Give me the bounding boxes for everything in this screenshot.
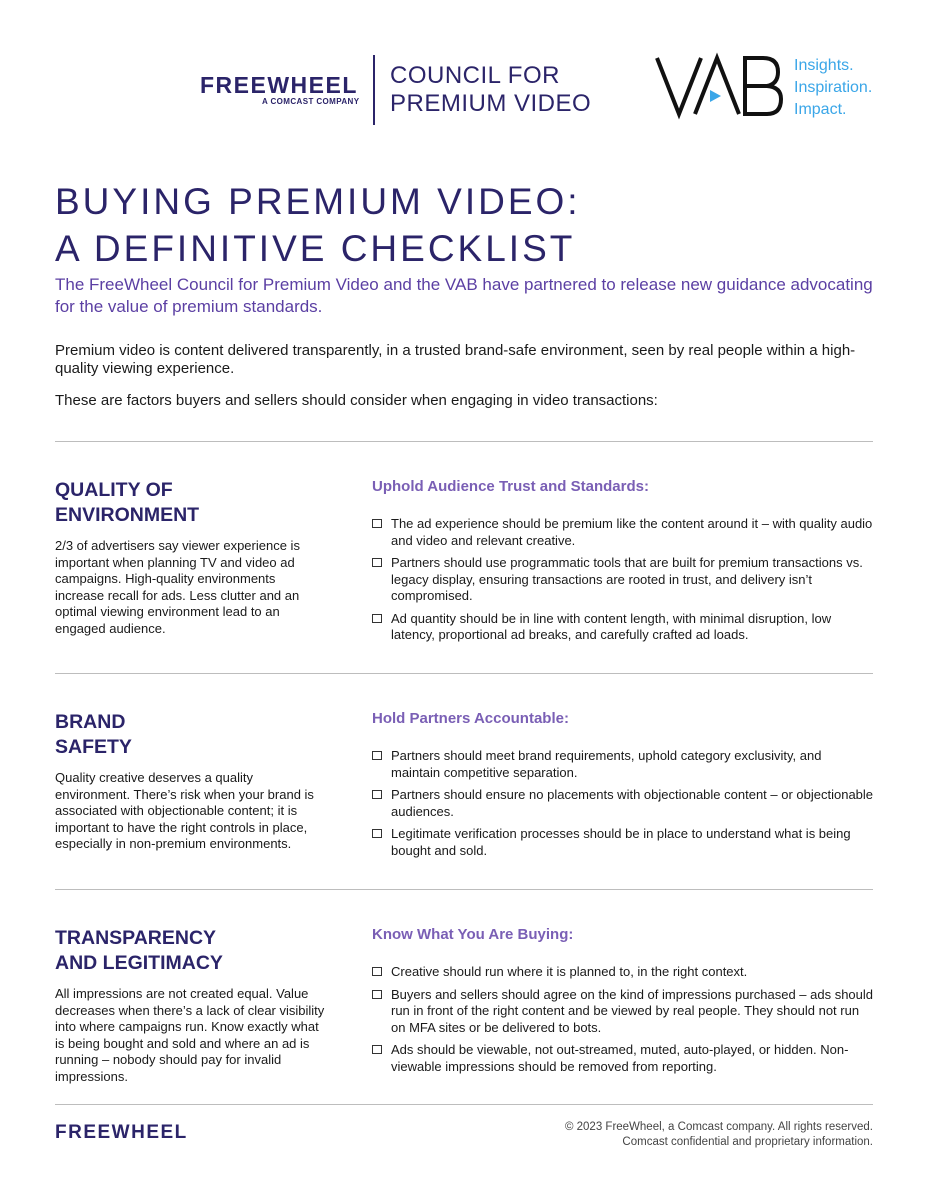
header-divider (373, 55, 375, 125)
vab-tagline-2: Inspiration. (794, 79, 873, 96)
section-title-quality (55, 478, 325, 528)
checklist-item-text: The ad experience should be premium like the content around it – with quality audio and video and relevant creative. (391, 516, 873, 548)
council-line-2: PREMIUM VIDEO (390, 90, 592, 117)
section-title-line: AND LEGITIMACY (55, 952, 223, 974)
checklist-item-text: Partners should ensure no placements with objectionable content – or objectionable audiences. (391, 787, 874, 819)
vab-tagline-1: Insights. (794, 57, 854, 74)
freewheel-logo: FREEWHEEL (200, 72, 358, 98)
copyright-line-2: Comcast confidential and proprietary information. (622, 1136, 873, 1148)
section-divider (55, 889, 873, 890)
section-title-line: TRANSPARENCY (55, 927, 217, 949)
checklist-item-text: Partners should use programmatic tools that are built for premium transactions vs. legacy display, ensuring transactions are rooted in trust, and delivery isn’t compromised. (391, 555, 863, 603)
section-title-line: SAFETY (55, 736, 132, 758)
checklist-quality (372, 516, 874, 650)
copyright-line-1: © 2023 FreeWheel, a Comcast company. All rights reserved. (564, 1121, 873, 1133)
checklist-item (372, 611, 874, 644)
section-description-transparency: All impressions are not created equal. Value decreases when there’s a lack of clear visibility into where campaigns run. Know exactly what is being bought and sold and where an ad is running – nobody should pay for invalid impressions. (55, 986, 325, 1084)
checklist-item-text: Buyers and sellers should agree on the kind of impressions purchased – ads should run in front of the right content and be viewed by real people. They should not run on MFA sites or be delivered to bots. (391, 986, 874, 1035)
section-divider (55, 441, 873, 442)
checklist-item (372, 555, 874, 605)
checkbox-icon (372, 990, 382, 999)
checklist-item (372, 1042, 874, 1075)
checklist-item (372, 826, 874, 859)
section-title-transparency (55, 926, 325, 976)
checklist-item (372, 964, 874, 981)
footer-divider (55, 1104, 873, 1105)
section-title-line: ENVIRONMENT (55, 504, 200, 526)
section-divider (55, 673, 873, 674)
vab-logo (655, 52, 785, 122)
section-description-quality: 2/3 of advertisers say viewer experience is important when planning TV and video ad campaigns. High-quality environments increase recall for ads. Less clutter and an optimal viewing environment lead to an engaged audience. (55, 538, 300, 636)
page-title (55, 178, 581, 272)
checkbox-icon (372, 790, 382, 799)
vab-tagline (794, 55, 872, 121)
checklist-item-text: Creative should run where it is planned to, in the right context. (391, 964, 748, 979)
section-heading-quality: Uphold Audience Trust and Standards: (372, 478, 649, 495)
footer-freewheel-logo: FREEWHEEL (55, 1122, 188, 1143)
checklist-item-text: Ads should be viewable, not out-streamed, muted, auto-played, or hidden. Non-viewable impressions should be removed from reporting. (391, 1042, 849, 1074)
section-title-line: QUALITY OF (55, 479, 173, 501)
checklist-item (372, 987, 874, 1037)
checkbox-icon (372, 967, 382, 976)
checkbox-icon (372, 751, 382, 760)
checklist-item-text: Legitimate verification processes should be in place to understand what is being bought and sold. (391, 826, 851, 858)
page-subtitle: The FreeWheel Council for Premium Video and the VAB have partnered to release new guidance advocating for the value of premium standards. (55, 275, 873, 316)
freewheel-logo-subtitle: A COMCAST COMPANY (262, 97, 360, 106)
council-logo (390, 62, 591, 118)
section-title-line: BRAND (55, 711, 126, 733)
checkbox-icon (372, 558, 382, 567)
page-title-line-2: A DEFINITIVE CHECKLIST (55, 228, 576, 269)
checklist-brand-safety (372, 748, 874, 865)
checklist-item (372, 787, 874, 820)
checklist-item-text: Partners should meet brand requirements, uphold category exclusivity, and maintain competitive separation. (391, 748, 822, 780)
checklist-transparency (372, 964, 874, 1081)
checklist-item (372, 516, 874, 549)
council-line-1: COUNCIL FOR (390, 62, 560, 89)
checkbox-icon (372, 1045, 382, 1054)
checkbox-icon (372, 829, 382, 838)
factors-paragraph: These are factors buyers and sellers should consider when engaging in video transactions: (55, 392, 658, 409)
intro-paragraph: Premium video is content delivered transparently, in a trusted brand-safe environment, seen by real people within a high-quality viewing experience. (55, 342, 856, 377)
vab-tagline-3: Impact. (794, 101, 847, 118)
section-heading-brand-safety: Hold Partners Accountable: (372, 710, 569, 727)
checklist-item-text: Ad quantity should be in line with content length, with minimal disruption, low latency, proportional ad breaks, and carefully crafted ad loads. (391, 610, 832, 642)
section-heading-transparency: Know What You Are Buying: (372, 926, 574, 943)
checkbox-icon (372, 614, 382, 623)
checklist-item (372, 748, 874, 781)
page-title-line-1: BUYING PREMIUM VIDEO: (55, 181, 581, 222)
checkbox-icon (372, 519, 382, 528)
section-title-brand-safety (55, 710, 325, 760)
copyright-notice (565, 1120, 873, 1150)
section-description-brand-safety: Quality creative deserves a quality environment. There’s risk when your brand is associated with objectionable content; it is important to have the right controls in place, especially in non-premium environments. (55, 770, 314, 851)
